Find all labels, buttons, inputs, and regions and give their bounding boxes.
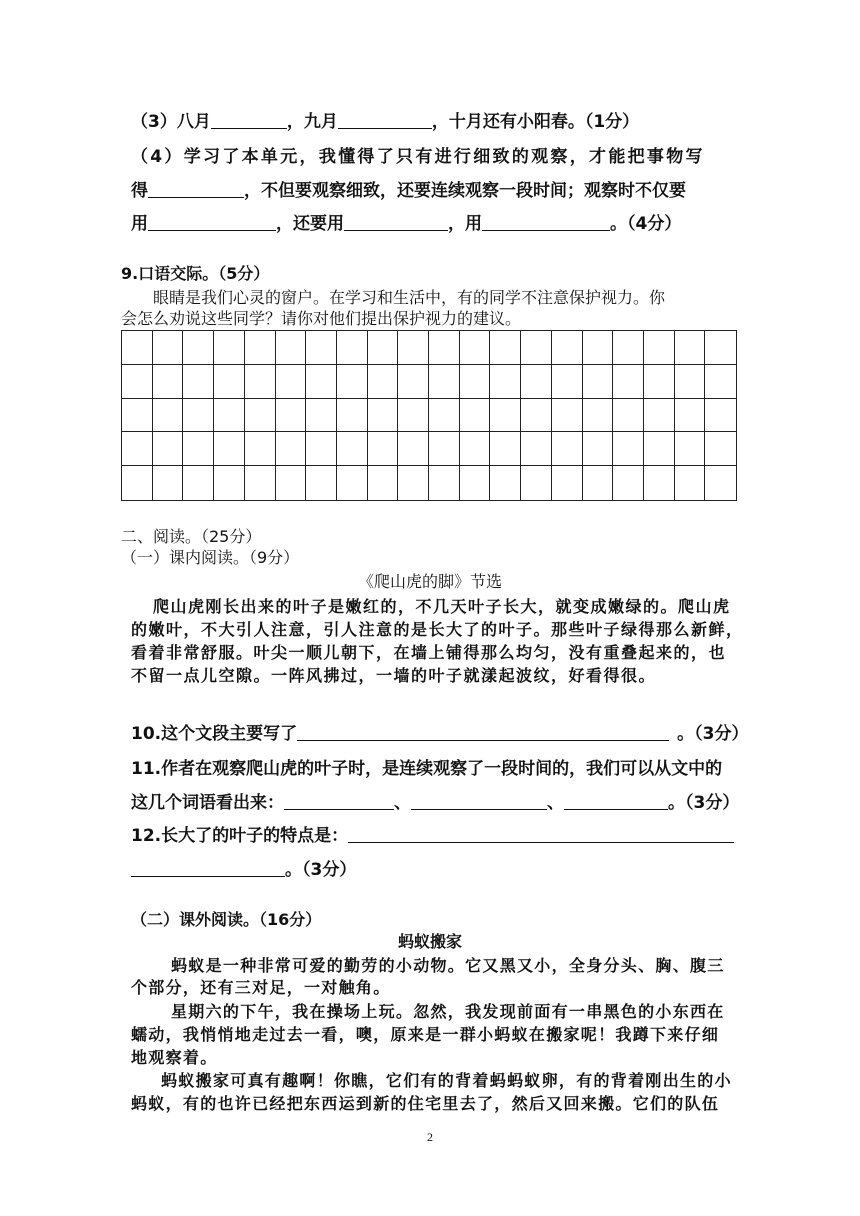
answer-blank[interactable] <box>348 826 734 843</box>
grid-cell[interactable] <box>583 331 614 365</box>
grid-cell[interactable] <box>153 466 184 500</box>
grid-cell[interactable] <box>183 399 214 433</box>
grid-cell[interactable] <box>122 466 153 500</box>
grid-cell[interactable] <box>675 466 706 500</box>
answer-blank[interactable] <box>344 214 448 231</box>
grid-cell[interactable] <box>245 399 276 433</box>
passage2-line: 地观察着。 <box>131 1048 218 1067</box>
grid-cell[interactable] <box>183 432 214 466</box>
grid-cell[interactable] <box>276 466 307 500</box>
grid-cell[interactable] <box>705 365 736 399</box>
section2-sub1: （一）课内阅读。（9分） <box>121 548 300 567</box>
grid-cell[interactable] <box>276 331 307 365</box>
grid-cell[interactable] <box>214 365 245 399</box>
grid-cell[interactable] <box>644 466 675 500</box>
grid-cell[interactable] <box>398 466 429 500</box>
grid-cell[interactable] <box>429 432 460 466</box>
grid-cell[interactable] <box>398 432 429 466</box>
q9-prompt-line2: 会怎么劝说这些同学？请你对他们提出保护视力的建议。 <box>121 309 522 328</box>
passage2-line: 蠕动，我悄悄地走过去一看，噢，原来是一群小蚂蚁在搬家呢！我蹲下来仔细 <box>131 1025 720 1044</box>
grid-cell[interactable] <box>368 466 399 500</box>
grid-cell[interactable] <box>705 331 736 365</box>
writing-grid[interactable] <box>121 330 737 501</box>
grid-cell[interactable] <box>490 365 521 399</box>
answer-blank[interactable] <box>411 793 547 810</box>
q11-line1: 11.作者在观察爬山虎的叶子时，是连续观察了一段时间的，我们可以从文中的 <box>131 759 723 779</box>
grid-cell[interactable] <box>306 466 337 500</box>
grid-cell[interactable] <box>214 399 245 433</box>
q12-line1: 12.长大了的叶子的特点是： <box>131 826 734 846</box>
answer-blank[interactable] <box>564 793 668 810</box>
grid-cell[interactable] <box>552 399 583 433</box>
grid-cell[interactable] <box>552 466 583 500</box>
grid-cell[interactable] <box>337 399 368 433</box>
grid-cell[interactable] <box>306 331 337 365</box>
answer-blank[interactable] <box>148 181 244 198</box>
passage2-line: 个部分，还有三对足，一对触角。 <box>131 978 391 997</box>
grid-cell[interactable] <box>306 365 337 399</box>
grid-cell[interactable] <box>521 365 552 399</box>
grid-cell[interactable] <box>583 399 614 433</box>
passage1-line: 的嫩叶，不大引人注意，引人注意的是长大了的叶子。那些叶子绿得那么新鲜， <box>131 620 744 639</box>
section2-title: 二、阅读。（25分） <box>121 527 262 546</box>
grid-cell[interactable] <box>183 466 214 500</box>
grid-cell[interactable] <box>153 432 184 466</box>
grid-cell[interactable] <box>552 331 583 365</box>
q8-3-line: （3）八月 ，九月 ，十月还有小阳春。（1分） <box>131 112 640 132</box>
grid-cell[interactable] <box>214 331 245 365</box>
grid-cell[interactable] <box>705 432 736 466</box>
grid-cell[interactable] <box>705 466 736 500</box>
grid-cell[interactable] <box>276 399 307 433</box>
q8-4-line3: 用 ，还要用 ，用 。（4分） <box>131 214 682 234</box>
grid-cell[interactable] <box>675 331 706 365</box>
section2-sub2: （二）课外阅读。（16分） <box>131 910 322 929</box>
grid-cell[interactable] <box>214 466 245 500</box>
grid-cell[interactable] <box>583 466 614 500</box>
grid-cell[interactable] <box>429 399 460 433</box>
passage2-line: 星期六的下午，我在操场上玩。忽然，我发现前面有一串黑色的小东西在 <box>171 1002 725 1021</box>
q11-line2: 这几个词语看出来： 、 、 。（3分） <box>131 793 740 813</box>
grid-cell[interactable] <box>398 331 429 365</box>
grid-cell[interactable] <box>306 399 337 433</box>
q9-title: 9.口语交际。（5分） <box>121 264 270 283</box>
grid-cell[interactable] <box>705 399 736 433</box>
grid-cell[interactable] <box>368 399 399 433</box>
answer-blank[interactable] <box>284 793 394 810</box>
passage2-line: 蚂蚁搬家可真有趣啊！你瞧，它们有的背着蚂蚂蚁卵，有的背着刚出生的小 <box>161 1071 732 1090</box>
grid-cell[interactable] <box>613 331 644 365</box>
passage2-line: 蚂蚁，有的也许已经把东西运到新的住宅里去了，然后又回来搬。它们的队伍 <box>131 1094 720 1113</box>
q12-line2: 。（3分） <box>131 860 356 880</box>
grid-cell[interactable] <box>460 466 491 500</box>
grid-cell[interactable] <box>245 331 276 365</box>
grid-cell[interactable] <box>490 432 521 466</box>
grid-cell[interactable] <box>460 399 491 433</box>
answer-blank[interactable] <box>131 860 285 877</box>
grid-cell[interactable] <box>337 432 368 466</box>
grid-cell[interactable] <box>521 466 552 500</box>
grid-cell[interactable] <box>460 365 491 399</box>
grid-cell[interactable] <box>429 365 460 399</box>
passage1-line: 爬山虎刚长出来的叶子是嫩红的，不几天叶子长大，就变成嫩绿的。爬山虎 <box>153 597 731 616</box>
grid-cell[interactable] <box>490 331 521 365</box>
grid-cell[interactable] <box>583 432 614 466</box>
grid-cell[interactable] <box>183 331 214 365</box>
grid-cell[interactable] <box>521 331 552 365</box>
grid-cell[interactable] <box>122 432 153 466</box>
passage1-line: 不留一点儿空隙。一阵风拂过，一墙的叶子就漾起波纹，好看得很。 <box>131 666 657 685</box>
grid-cell[interactable] <box>337 466 368 500</box>
grid-cell[interactable] <box>460 331 491 365</box>
grid-cell[interactable] <box>398 399 429 433</box>
answer-blank[interactable] <box>482 214 610 231</box>
grid-cell[interactable] <box>613 399 644 433</box>
grid-cell[interactable] <box>183 365 214 399</box>
grid-cell[interactable] <box>245 365 276 399</box>
page-number: 2 <box>427 1130 433 1144</box>
q10-line: 10.这个文段主要写了 。（3分） <box>131 724 749 744</box>
answer-blank[interactable] <box>338 112 432 129</box>
grid-cell[interactable] <box>429 466 460 500</box>
grid-cell[interactable] <box>552 365 583 399</box>
grid-cell[interactable] <box>398 365 429 399</box>
grid-cell[interactable] <box>675 432 706 466</box>
grid-cell[interactable] <box>552 432 583 466</box>
answer-blank[interactable] <box>297 724 669 741</box>
grid-cell[interactable] <box>675 399 706 433</box>
grid-cell[interactable] <box>613 466 644 500</box>
grid-cell[interactable] <box>245 432 276 466</box>
grid-cell[interactable] <box>490 399 521 433</box>
grid-cell[interactable] <box>583 365 614 399</box>
grid-cell[interactable] <box>153 365 184 399</box>
q8-4-line2: 得 ，不但要观察细致，还要连续观察一段时间；观察时不仅要 <box>131 181 686 201</box>
grid-cell[interactable] <box>245 466 276 500</box>
grid-cell[interactable] <box>460 432 491 466</box>
grid-cell[interactable] <box>490 466 521 500</box>
grid-cell[interactable] <box>368 331 399 365</box>
passage2-title: 蚂蚁搬家 <box>397 932 462 951</box>
grid-cell[interactable] <box>613 432 644 466</box>
answer-blank[interactable] <box>211 112 287 129</box>
grid-cell[interactable] <box>122 399 153 433</box>
grid-cell[interactable] <box>675 365 706 399</box>
grid-cell[interactable] <box>368 432 399 466</box>
grid-cell[interactable] <box>644 365 675 399</box>
grid-cell[interactable] <box>276 432 307 466</box>
grid-cell[interactable] <box>122 365 153 399</box>
grid-cell[interactable] <box>644 399 675 433</box>
grid-cell[interactable] <box>521 399 552 433</box>
grid-cell[interactable] <box>521 432 552 466</box>
grid-cell[interactable] <box>214 432 245 466</box>
passage1-title: 《爬山虎的脚》节选 <box>357 572 502 591</box>
grid-cell[interactable] <box>153 399 184 433</box>
grid-cell[interactable] <box>429 331 460 365</box>
grid-cell[interactable] <box>613 365 644 399</box>
grid-cell[interactable] <box>122 331 153 365</box>
grid-cell[interactable] <box>337 331 368 365</box>
grid-cell[interactable] <box>368 365 399 399</box>
grid-cell[interactable] <box>153 331 184 365</box>
grid-cell[interactable] <box>644 432 675 466</box>
passage1-line: 看着非常舒服。叶尖一顺儿朝下，在墙上铺得那么均匀，没有重叠起来的，也 <box>131 643 727 662</box>
grid-cell[interactable] <box>644 331 675 365</box>
answer-blank[interactable] <box>148 214 276 231</box>
passage2-line: 蚂蚁是一种非常可爱的勤劳的小动物。它又黑又小，全身分头、胸、腹三 <box>171 956 725 975</box>
grid-cell[interactable] <box>337 365 368 399</box>
q9-prompt-line1: 眼睛是我们心灵的窗户。在学习和生活中，有的同学不注意保护视力。你 <box>153 288 666 307</box>
q8-4-line1: （4）学习了本单元，我懂得了只有进行细致的观察，才能把事物写 <box>131 147 705 167</box>
grid-cell[interactable] <box>306 432 337 466</box>
grid-cell[interactable] <box>276 365 307 399</box>
